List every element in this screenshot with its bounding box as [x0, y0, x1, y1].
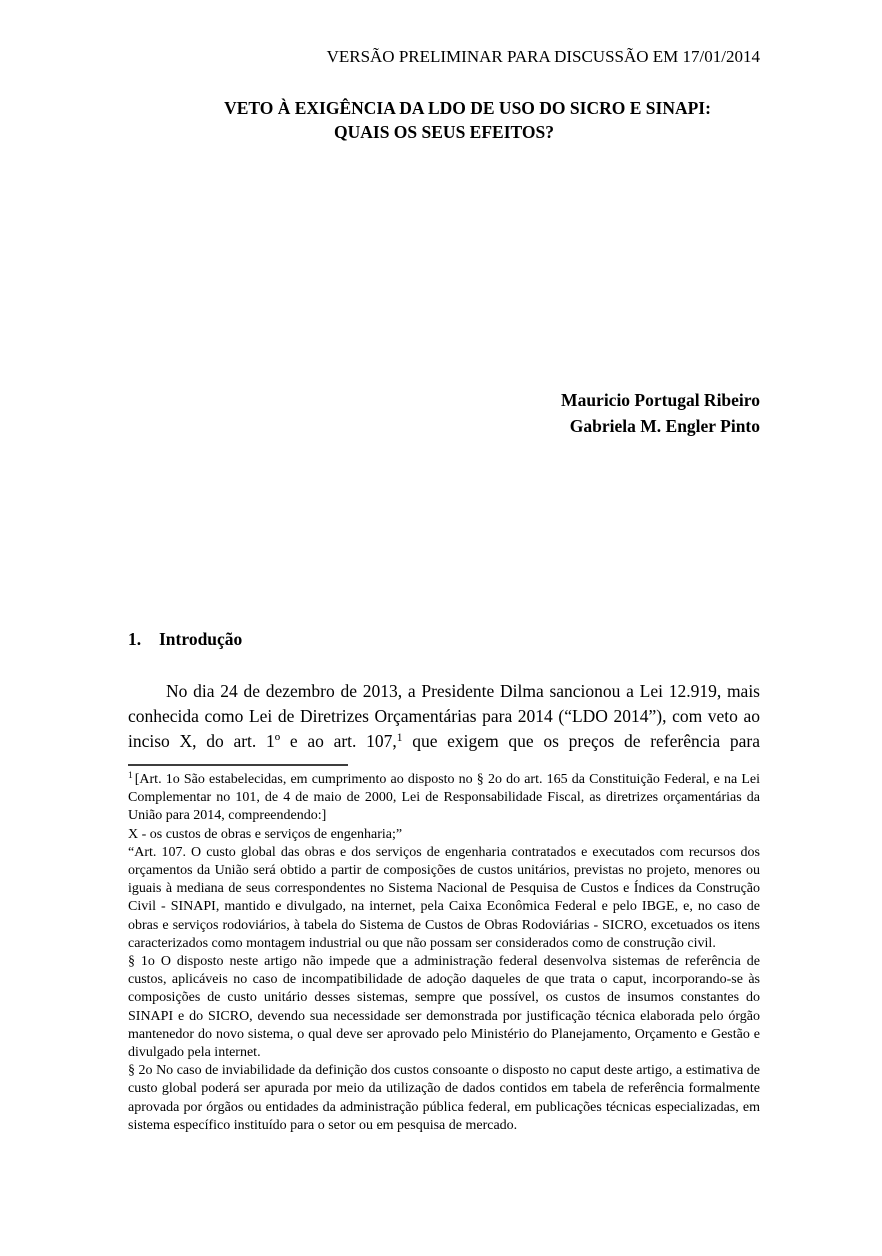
section-number: 1. [128, 629, 142, 649]
section-title: Introdução [159, 629, 243, 649]
running-header: VERSÃO PRELIMINAR PARA DISCUSSÃO EM 17/01/2014 [326, 47, 760, 66]
intro-paragraph [128, 679, 760, 754]
footnote-paragraph-5: § 2o No caso de inviabilidade da definição dos custos consoante o disposto no caput deste artigo, a estimativa de custo global poderá ser apurada por meio da utilização de dados contidos em tabela de referência formalmente aprovada por órgãos ou entidades da administração pública federal, em publicações técnicas especializadas, em sistema específico instituído para o setor ou em pesquisa de mercado. [128, 1063, 760, 1133]
intro-paragraph-text-before-ref: No dia 24 de dezembro de 2013, a Presidente Dilma sancionou a Lei 12.919, mais conhecida como Lei de Diretrizes Orçamentárias para 2014 (“LDO 2014”), com veto ao inciso X, do art. 1º e ao art. 107, [128, 681, 760, 751]
author-name-2: Gabriela M. Engler Pinto [569, 415, 760, 436]
footnote-paragraph-2: X - os custos de obras e serviços de engenharia;” [128, 826, 403, 842]
document-title-line1: VETO À EXIGÊNCIA DA LDO DE USO DO SICRO E SINAPI: [224, 98, 711, 118]
document-title-line2: QUAIS OS SEUS EFEITOS? [334, 121, 554, 142]
footnote-reference: 1 [396, 732, 403, 744]
footnote-paragraph-4: § 1o O disposto neste artigo não impede que a administração federal desenvolva sistemas de referência de custos, aplicáveis no caso de incompatibilidade de adoção daqueles de que trata o caput, incorporando-se às composições de custo unitário desses sistemas, sempre que possível, os custos de insumos constantes do SINAPI e do SICRO, devendo sua necessidade ser demonstrada por justificação técnica elaborada pelo órgão mantenedor do novo sistema, o qual deve ser aprovado pelo Ministério do Planejamento, Orçamento e Gestão e divulgado pela internet. [128, 954, 760, 1061]
author-name-1: Mauricio Portugal Ribeiro [561, 390, 760, 410]
footnote-paragraph-3: “Art. 107. O custo global das obras e dos serviços de engenharia contratados e executados com recursos dos orçamentos da União será obtido a partir de composições de custos unitários, previstas no projeto, menores ou iguais à mediana de seus correspondentes no Sistema Nacional de Pesquisa de Custos e Índices da Construção Civil - SINAPI, mantido e divulgado, na internet, pela Caixa Econômica Federal e pelo IBGE, e, no caso de obras e serviços rodoviários, à tabela do Sistema de Custos de Obras Rodoviárias - SICRO, excetuados os itens caracterizados como montagem industrial ou que não possam ser considerados como de construção civil. [128, 844, 760, 951]
footnote-marker: 1 [128, 771, 133, 781]
section-heading [128, 628, 760, 650]
footnote-paragraph-1-text: [Art. 1o São estabelecidas, em cumprimento ao disposto no § 2o do art. 165 da Constituição Federal, e na Lei Complementar no 101, de 4 de maio de 2000, Lei de Responsabilidade Fiscal, as diretrizes orçamentárias da União para 2014, compreendendo:] [128, 772, 760, 824]
footnote-separator [128, 764, 348, 766]
authors-block [128, 388, 760, 439]
intro-paragraph-text-after-ref: que exigem que os preços de referência para [402, 731, 760, 751]
footnote-block [128, 771, 760, 1135]
document-title [128, 97, 760, 144]
footnote-paragraph-1 [128, 771, 760, 826]
